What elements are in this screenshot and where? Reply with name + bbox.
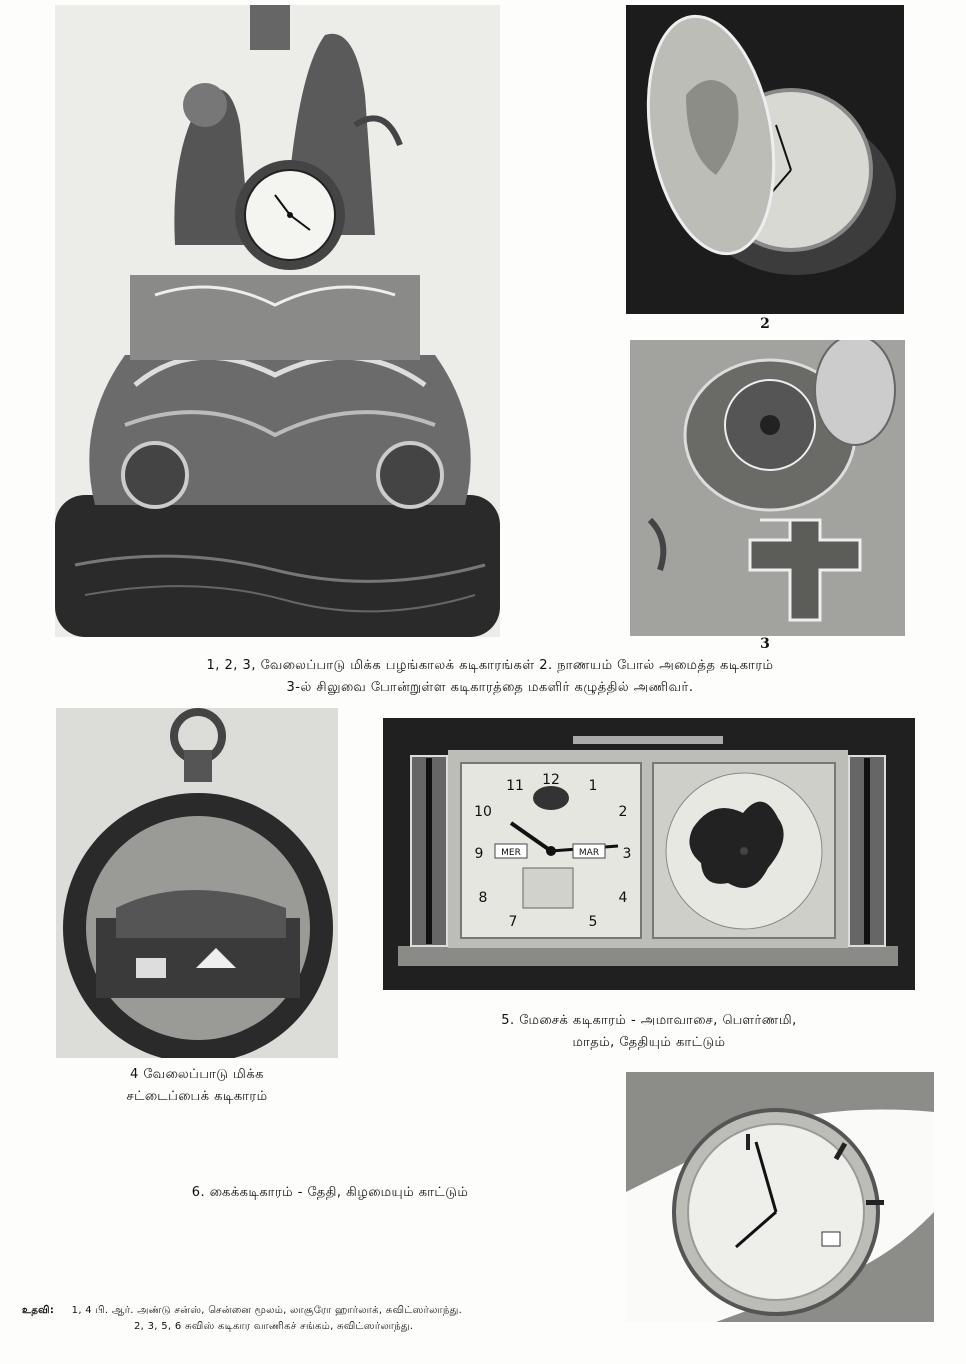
caption-figure-5-line1: 5. மேசைக் கடிகாரம் - அமாவாசை, பௌர்ணமி, (501, 1013, 797, 1028)
caption-figure-6 (60, 1182, 600, 1204)
figure-number-2: 2 (760, 316, 770, 332)
coin-watch-illustration (626, 5, 904, 314)
caption-figure-5-line2: மாதம், தேதியும் காட்டும் (572, 1035, 726, 1050)
dial-numeral-3: 3 (622, 846, 632, 862)
dial-numeral-11: 11 (506, 778, 524, 794)
dial-numeral-12: 12 (542, 772, 560, 788)
caption-figures-1-3-line2: 3-ல் சிலுவை போன்றுள்ள கடிகாரத்தை மகளிர் கழுத்தில் அணிவர். (286, 680, 694, 695)
wristwatch-illustration (626, 1072, 934, 1322)
caption-figure-4-line1: 4 வேலைப்பாடு மிக்க (130, 1067, 264, 1082)
dial-numeral-10: 10 (474, 804, 492, 820)
dial-numeral-4: 4 (618, 890, 628, 906)
photo-credits-text1: 1, 4 பி. ஆர். அண்டு சன்ஸ், சென்னை மூலம், லாசூரோ ஹார்லாக், சுவிட்ஸர்லாந்து. (71, 1305, 463, 1316)
photo-credits-line2: 2, 3, 5, 6 சுவிஸ் கடிகார வாணிகச் சங்கம், சுவிட்ஸர்லாந்து. (134, 1321, 414, 1332)
caption-figure-4-line2: சட்டைப்பைக் கடிகாரம் (126, 1089, 268, 1104)
photo-coin-watch (626, 5, 904, 314)
cross-watch-illustration (630, 340, 905, 636)
caption-figures-1-3-line1: 1, 2, 3, வேலைப்பாடு மிக்க பழங்காலக் கடிகாரங்கள் 2. நாணயம் போல் அமைத்த கடிகாரம் (206, 658, 774, 673)
dial-numeral-2: 2 (618, 804, 628, 820)
mantel-clock-illustration (55, 5, 500, 637)
photo-ornate-mantel-clock (55, 5, 500, 637)
caption-figure-5 (383, 1010, 915, 1054)
day-window-label: MER (501, 848, 521, 858)
pocket-watch-illustration (56, 708, 338, 1058)
photo-credits-label: உதவி: (22, 1305, 55, 1316)
dial-numeral-1: 1 (588, 778, 598, 794)
dial-numeral-8: 8 (478, 890, 488, 906)
photo-credits-line1 (22, 1303, 922, 1319)
photo-pocket-watch (56, 708, 338, 1058)
desk-clock-illustration (383, 718, 915, 990)
dial-numeral-5: 5 (588, 914, 598, 930)
dial-numeral-7: 7 (508, 914, 518, 930)
caption-figure-4 (56, 1064, 338, 1108)
photo-cross-watch (630, 340, 905, 636)
caption-figure-6-line1: 6. கைக்கடிகாரம் - தேதி, கிழமையும் காட்டும் (191, 1185, 469, 1200)
photo-desk-clock (383, 718, 915, 990)
figure-number-3: 3 (760, 636, 770, 652)
caption-figures-1-3 (60, 655, 920, 699)
photo-credits (22, 1303, 922, 1335)
dial-numeral-9: 9 (474, 846, 484, 862)
month-window-label: MAR (578, 848, 600, 858)
photo-wristwatch (626, 1072, 934, 1322)
